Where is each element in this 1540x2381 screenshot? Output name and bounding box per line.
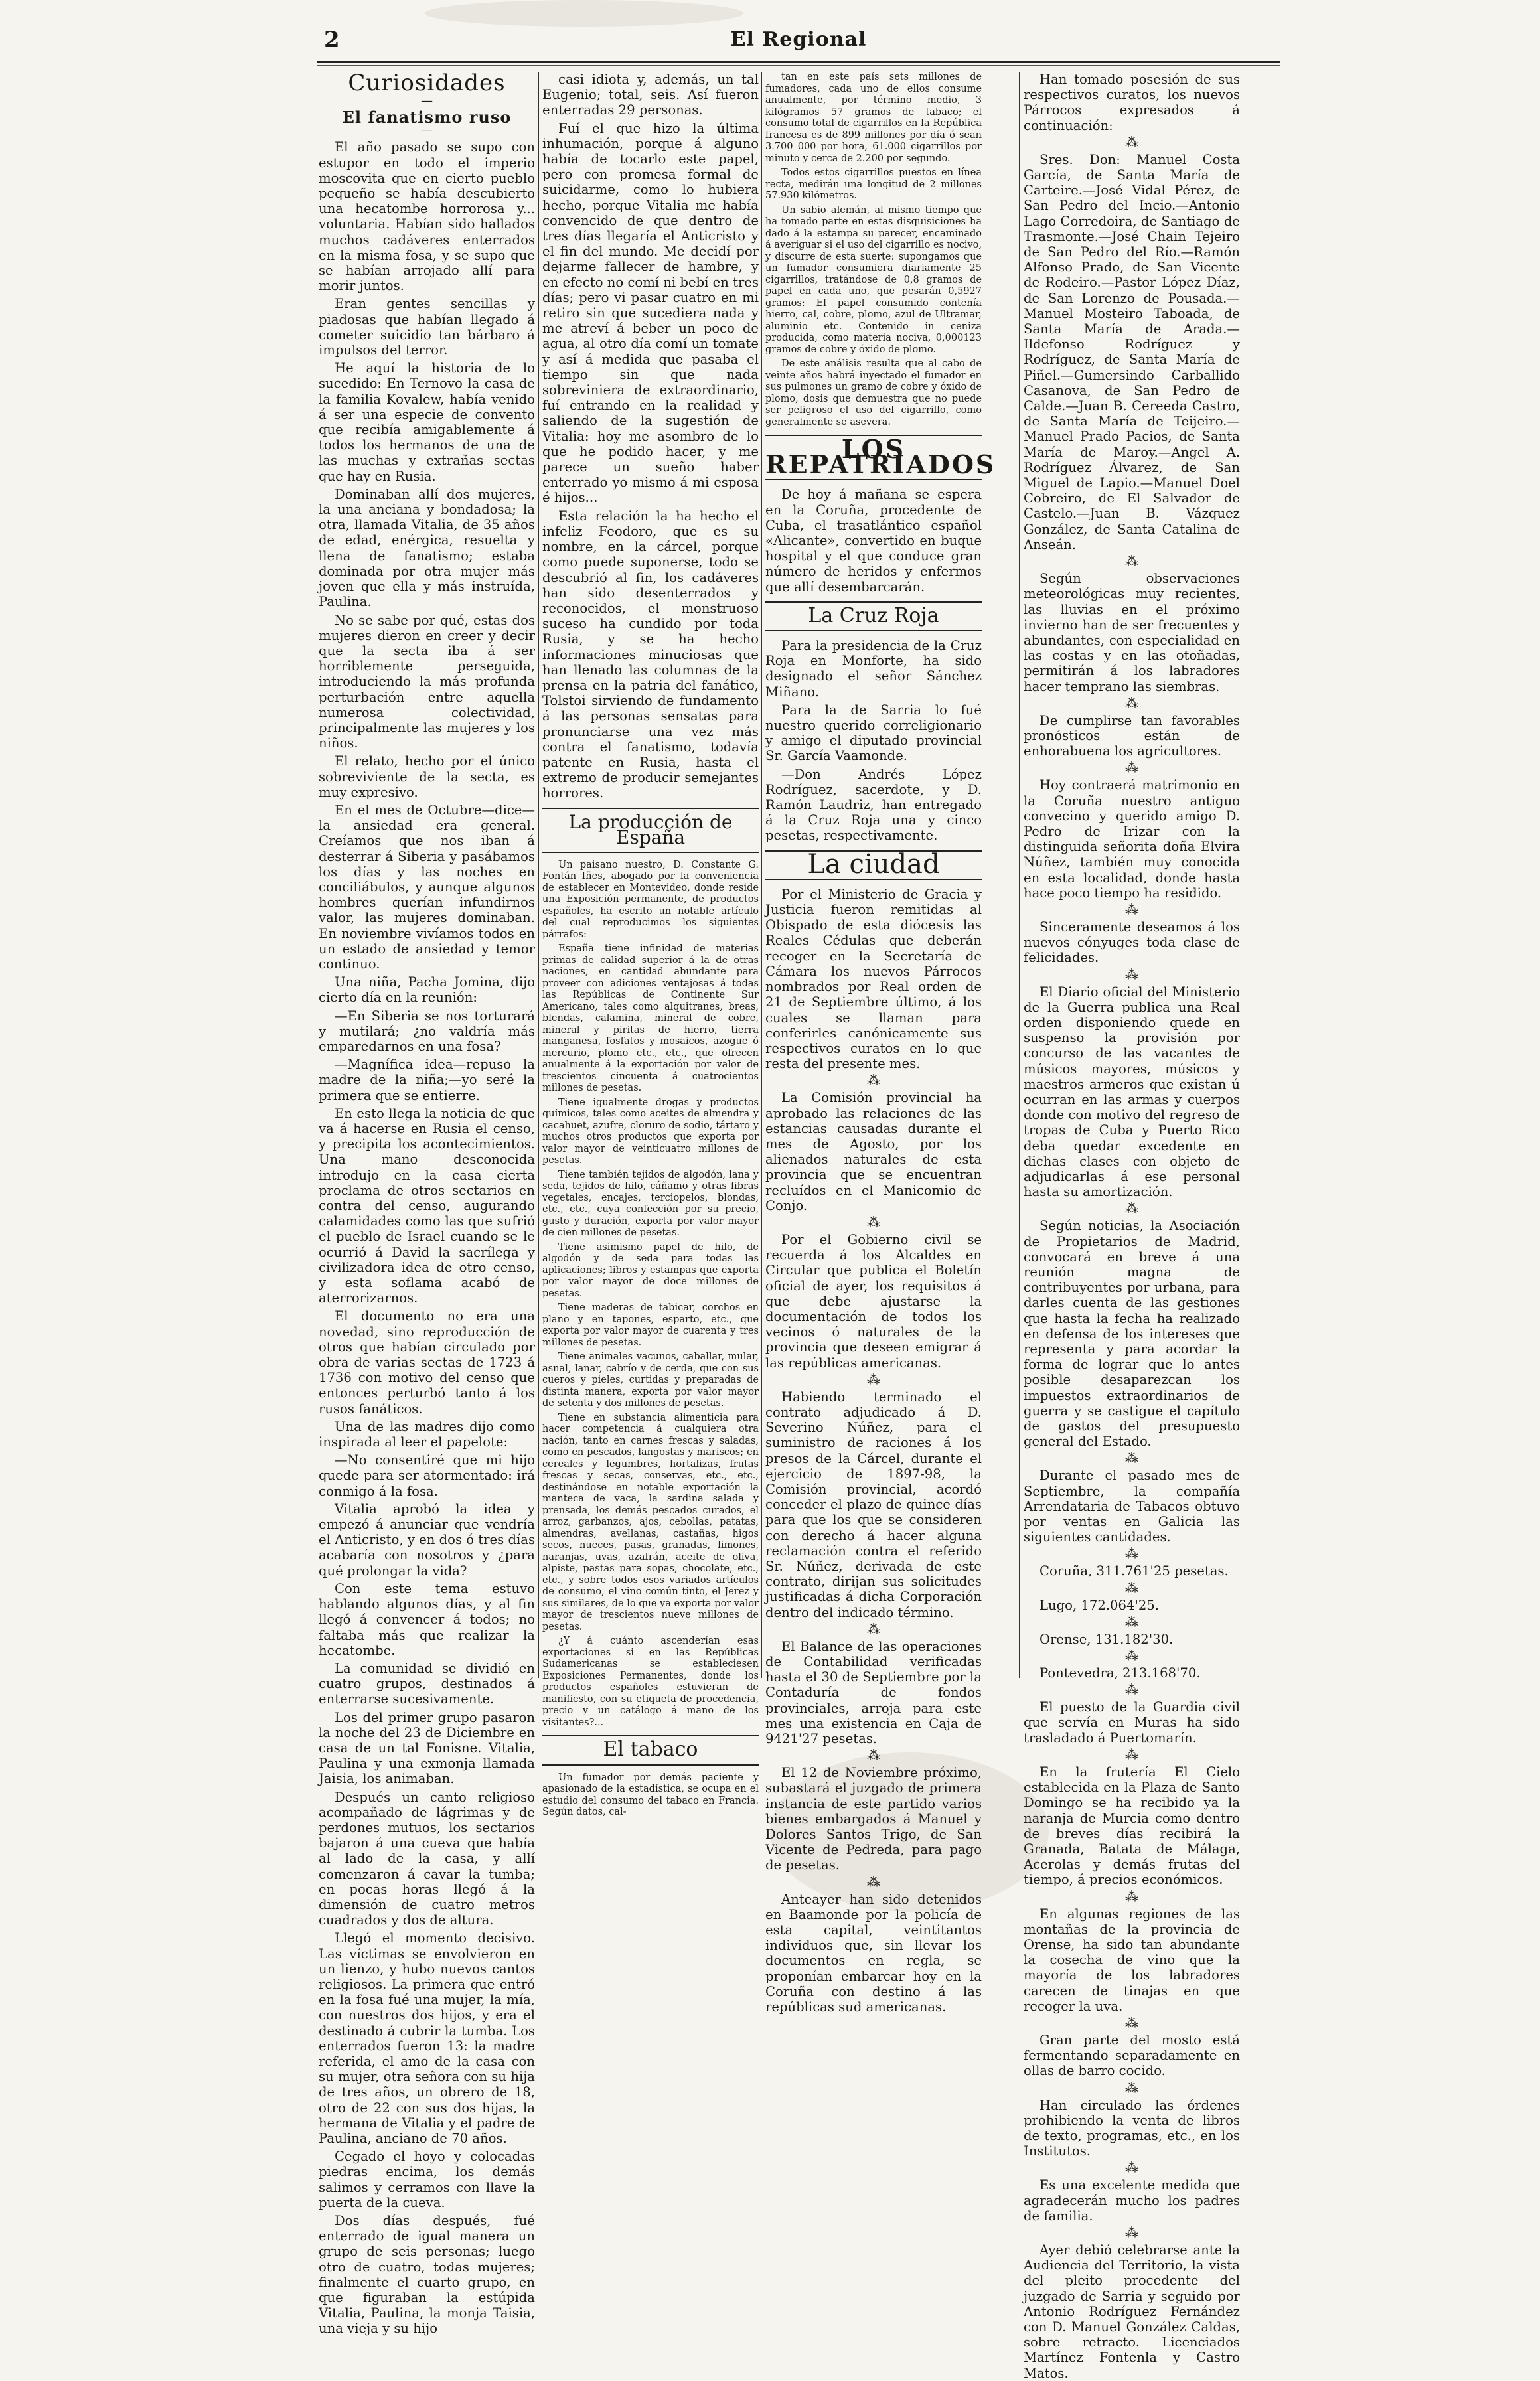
paragraph: Dos días después, fué enterrado de igual manera un grupo de seis personas; luego otro de cuatro, todas mujeres; finalmente el cuarto grupo, en que figuraban la estúpida Vitalia, Paulina, la monja Taisia, una vieja y su hijo xyxy=(319,2213,535,2337)
header-rule xyxy=(317,61,1280,63)
header-rule xyxy=(317,65,1280,66)
local-news xyxy=(1024,72,1240,2381)
section-title-curiosidades: Curiosidades xyxy=(348,70,506,96)
asterism-separator: ⁂ xyxy=(1125,2014,1138,2031)
column-4 xyxy=(1024,72,1240,2381)
section-header-box xyxy=(542,1735,759,1765)
paragraph: Un paisano nuestro, D. Constante G. Fontán Iñes, abogado por la conveniencia de establecer en Montevideo, donde reside una Exposición permanente, de productos españoles, ha escrito un notable artículo del cual reproducimos los siguientes párrafos: xyxy=(542,859,759,940)
paragraph: La Comisión provincial ha aprobado las relaciones de las estancias causadas durante el mes de Agosto, por los alienados naturales de esta provincia que se encuentran recluídos en el Manicomio de Conjo. xyxy=(765,1090,982,1213)
paragraph: Una niña, Pacha Jomina, dijo cierto día en la reunión: xyxy=(319,974,535,1006)
paragraph: —Don Andrés López Rodríguez, sacerdote, y D. Ramón Laudriz, han entregado á la Cruz Roja una y cinco pesetas, respectivamente. xyxy=(765,766,982,844)
asterism-separator: ⁂ xyxy=(1125,1545,1138,1562)
paragraph: El documento no era una novedad, sino reproducción de otros que habían circulado por obra de varias sectas de 1723 á 1736 con motivo del censo que entonces perturbó tanto á los rusos fanáticos. xyxy=(319,1308,535,1417)
paragraph: Una de las madres dijo como inspirada al leer el papelote: xyxy=(319,1419,535,1450)
paragraph: Un sabio alemán, al mismo tiempo que ha tomado parte en estas disquisiciones ha dado á la estampa su parecer, encaminado á averiguar si el uso del cigarrillo es nocivo, y discurre de esta suerte: supongamos que un fumador consumiera diariamente 25 cigarrillos, tratándose de 0,8 gramos de papel en cada uno, que pesarán 0,5927 gramos: El papel consumido contenía hierro, cal, cobre, plomo, azul de Ultramar, aluminio etc. Contenido in ceniza producida, como materia nociva, 0,000123 gramos de cobre y óxido de plomo. xyxy=(765,204,982,355)
paragraph: Para la de Sarria lo fué nuestro querido correligionario y amigo el diputado provincial Sr. García Vaamonde. xyxy=(765,702,982,764)
paragraph: No se sabe por qué, estas dos mujeres dieron en creer y decir que la secta iba á ser horriblemente perseguida, introduciendo la más profunda perturbación entre aquella numerosa colectividad, principalmente las mujeres y los niños. xyxy=(319,612,535,751)
asterism-separator: ⁂ xyxy=(867,1072,880,1089)
column-2 xyxy=(542,72,759,1818)
paragraph: La comunidad se dividió en cuatro grupos, destinados á enterrarse sucesivamente. xyxy=(319,1660,535,1707)
paragraph: Durante el pasado mes de Septiembre, la compañía Arrendataria de Tabacos obtuvo por ventas en Galicia las siguientes cantidades. xyxy=(1024,1468,1240,1545)
paragraph: En algunas regiones de las montañas de la provincia de Orense, ha sido tan abundante la cosecha de vino que la mayoría de los labradores carecen de tinajas en que recoger la uva. xyxy=(1024,1906,1240,2014)
section-title-repatriados: LOS REPATRIADOS xyxy=(765,434,996,480)
asterism-separator: ⁂ xyxy=(867,1620,880,1637)
paragraph: España tiene infinidad de materias primas de calidad superior á la de otras naciones, en cantidad abundante para proveer con adiciones ventajosas á todas las Repúblicas de Continente Sur Americano, tales como alquitranes, breas, blendas, calamina, mineral de cobre, mineral y piritas de hierro, tierra manganesa, fosfatos y mosaicos, azogue ó mercurio, plomo etc., etc., que ofrecen anualmente á la exportación por valor de trescientos cincuenta á cuatrocientos millones de pesetas. xyxy=(542,943,759,1094)
article-subtitle: El fanatismo ruso xyxy=(342,108,512,127)
paragraph: —Magnífica idea—repuso la madre de la niña;—yo seré la primera que se entierre. xyxy=(319,1057,535,1103)
paragraph: Sres. Don: Manuel Costa García, de Santa María de Carteire.—José Vidal Pérez, de San Pedro del Incio.—Antonio Lago Corredoira, de Santiago de Trasmonte.—José Chain Tejeiro de San Pedro del Río.—Ramón Alfonso Prado, de San Vicente de Rodeiro.—Pastor López Díaz, de San Lorenzo de Pousada.—Manuel Mosteiro Taboada, de Santa María de Arada.—Ildefonso Rodríguez y Rodríguez, de Santa María de Piñel.—Gumersindo Carballido Casanova, de San Pedro de Calde.—Juan B. Cereeda Castro, de Santa María de Teijeiro.—Manuel Prado Pacios, de Santa María de Maroy.—Angel A. Rodríguez Álvarez, de San Miguel de Lapio.—Manuel Doel Cobreiro, de El Salvador de Castelo.—Juan B. Vázquez González, de Santa Catalina de Anseán. xyxy=(1024,151,1240,552)
paper-stain xyxy=(425,0,743,27)
paragraph: Anteayer han sido detenidos en Baamonde por la policía de esta capital, veintitantos individuos que, sin llevar los documentos en regla, se proponían embarcar hoy en la Coruña con destino á las repúblicas sud americanas. xyxy=(765,1891,982,2015)
asterism-separator: ⁂ xyxy=(1125,966,1138,982)
paragraph: Tiene asimismo papel de hilo, de algodón y de seda para todas las aplicaciones; libros y estampas que exporta por valor mayor de doce millones de pesetas. xyxy=(542,1241,759,1299)
asterism-separator: ⁂ xyxy=(867,1747,880,1764)
paragraph: El 12 de Noviembre próximo, subastará el juzgado de primera instancia de este partido varios bienes embargados á Manuel y Dolores Santos Trigo, de San Vicente de Pedreda, para pago de pesetas. xyxy=(765,1765,982,1873)
section-header-box xyxy=(765,601,982,631)
paragraph: Hoy contraerá matrimonio en la Coruña nuestro antiguo convecino y querido amigo D. Pedro de Irizar con la distinguida señorita doña Elvira Núñez, también muy conocida en esta localidad, donde hasta hace poco tiempo ha residido. xyxy=(1024,777,1240,901)
paragraph: Después un canto religioso acompañado de lágrimas y de perdones mutuos, los sectarios bajaron á una cueva que había al lado de la casa, y allí comenzaron á cavar la tumba; en pocas horas llegó á la dimensión de cuatro metros cuadrados y dos de altura. xyxy=(319,1789,535,1928)
paragraph: Fuí el que hizo la última inhumación, porque á alguno había de tocarlo este papel, pero con promesa formal de suicidarme, como lo hubiera hecho, porque Vitalia me había convencido de que dentro de tres días llegaría el Anticristo y el fin del mundo. Me decidí por dejarme fallecer de hambre, y en efecto no comí ni bebí en tres días; pero vi pasar cuatro en mi retiro sin que sucediera nada y me atreví á beber un poco de agua, al otro día comí un tomate y así á medida que pasaba el tiempo sin que nada sobreviniera de extraordinario, fuí entrando en la realidad y saliendo de la sugestión de Vitalia: hoy me asombro de lo que he podido hacer, y me parece un sueño haber enterrado yo mismo á mi esposa é hijos... xyxy=(542,120,759,506)
paragraph: Por el Gobierno civil se recuerda á los Alcaldes en Circular que publica el Boletín oficial de ayer, los requisitos á que debe ajustarse la documentación de todos los vecinos ó naturales de la provincia que deseen emigrar á las repúblicas americanas. xyxy=(765,1231,982,1371)
section-header-box xyxy=(542,808,759,853)
column-3 xyxy=(765,72,996,2015)
asterism-separator: ⁂ xyxy=(1125,133,1138,150)
paragraph: Según noticias, la Asociación de Propietarios de Madrid, convocará en breve á una reunión magna de contribuyentes por urbana, para darles cuenta de las gestiones que hasta la fecha ha realizado en defensa de los intereses que representa y para acordar la forma de lograr que lo antes posible desaparezcan los impuestos extraordinarios de guerra y se castigue el capítulo de gastos del presupuesto general del Estado. xyxy=(1024,1218,1240,1450)
column-rule xyxy=(538,72,539,1678)
paragraph: He aquí la historia de lo sucedido: En Ternovo la casa de la familia Kovalew, había venido á ser una especie de convento que recibía amigablemente á todos los hermanos de una de las muchas y extrañas sectas que hay en Rusia. xyxy=(319,360,535,484)
article-la-ciudad xyxy=(765,887,982,2015)
column-1 xyxy=(319,70,535,2337)
asterism-separator: ⁂ xyxy=(867,1371,880,1387)
paragraph: Tiene igualmente drogas y productos químicos, tales como aceites de almendra y cacahuet, azufre, cloruro de sodio, tártaro y muchos otros productos que exporta por valor mayor de veinticuatro millones de pesetas. xyxy=(542,1097,759,1166)
asterism-separator: ⁂ xyxy=(867,1873,880,1890)
article-cruz-roja xyxy=(765,638,982,844)
paragraph: Habiendo terminado el contrato adjudicado á D. Severino Núñez, para el suministro de raciones á los presos de la Cárcel, durante el ejercicio de 1897-98, la Comisión provincial, acordó conceder el plazo de quince días para que los que se consideren con derecho á hacer alguna reclamación contra el referido Sr. Núñez, derivada de este contrato, dirijan sus solicitudes justificadas á dicha Corporación dentro del indicado término. xyxy=(765,1389,982,1620)
paragraph: tan en este país sets millones de fumadores, cada uno de ellos consume anualmente, por término medio, 3 kilógramos 57 gramos de tabaco; el consumo total de cigarrillos en la República francesa es de 899 millones por día ó sean 3.700 000 por hora, 61.000 cigarrillos por minuto y cerca de 2.200 por segundo. xyxy=(765,72,982,164)
paragraph: ¿Y á cuánto ascenderían esas exportaciones si en las Repúblicas Sudamericanas se estableciesen Exposiciones Permanentes, donde los productos españoles estuvieran de manifiesto, con su etiqueta de procedencia, precio y un catálogo á mano de los visitantes?... xyxy=(542,1636,759,1728)
paragraph: Es una excelente medida que agradecerán mucho los padres de familia. xyxy=(1024,2177,1240,2224)
asterism-separator: ⁂ xyxy=(1125,2159,1138,2176)
paragraph: El Balance de las operaciones de Contabilidad verificadas hasta el 30 de Septiembre por la Contaduría de fondos provinciales, arroja para este mes una existencia en Caja de 9421'27 pesetas. xyxy=(765,1638,982,1747)
asterism-separator: ⁂ xyxy=(1125,759,1138,776)
paragraph: Eran gentes sencillas y piadosas que habían llegado á cometer suicidio tan bárbaro á impulsos del terror. xyxy=(319,296,535,358)
asterism-separator: ⁂ xyxy=(1125,1200,1138,1217)
paragraph: Tiene también tejidos de algodón, lana y seda, tejidos de hilo, cáñamo y otras fibras vegetales, encajes, terciopelos, blondas, etc., etc., cuya confección por su precio, gusto y duración, exporta por valor mayor de cien millones de pesetas. xyxy=(542,1169,759,1239)
section-title-cruz-roja: La Cruz Roja xyxy=(808,603,939,627)
asterism-separator: ⁂ xyxy=(1125,694,1138,711)
paragraph: —No consentiré que mi hijo quede para ser atormentado: irá conmigo á la fosa. xyxy=(319,1452,535,1499)
paragraph: El puesto de la Guardia civil que servía en Muras ha sido trasladado á Puertomarín. xyxy=(1024,1699,1240,1746)
asterism-separator: ⁂ xyxy=(1125,553,1138,570)
paragraph: Por el Ministerio de Gracia y Justicia fueron remitidas al Obispado de esta diócesis las Reales Cédulas que deberán recoger en la Secretaría de Cámara los nuevos Párrocos nombrados por Real orden de 21 de Septiembre último, á los cuales se llaman para conferirles canónicamente sus respectivos curatos en lo que resta del presente mes. xyxy=(765,886,982,1072)
article-tabaco-continued xyxy=(765,72,982,428)
paragraph: Pontevedra, 213.168'70. xyxy=(1040,1665,1201,1681)
article-fanatismo-ruso-continued xyxy=(542,72,759,801)
title-dash: — xyxy=(421,94,433,108)
title-dash: — xyxy=(421,123,433,138)
paragraph: Un fumador por demás paciente y apasionado de la estadística, se ocupa en el estudio del consumo del tabaco en Francia. Según datos, cal- xyxy=(542,1772,759,1818)
paragraph: En esto llega la noticia de que va á hacerse en Rusia el censo, y precipita los acontecimientos. Una mano desconocida introdujo en la casa cierta proclama de otros sectarios en contra del censo, augurando calamidades como las que sufrió el pueblo de Israel cuando se le ocurrió á David la sacrílega y civilizadora idea de otro censo, y esta soflama acabó de aterrorizarnos. xyxy=(319,1105,535,1306)
asterism-separator: ⁂ xyxy=(1125,2224,1138,2240)
asterism-separator: ⁂ xyxy=(1125,1450,1138,1466)
paragraph: Cegado el hoyo y colocadas piedras encima, los demás salimos y cerramos con llave la puerta de la cueva. xyxy=(319,2149,535,2210)
paragraph: —En Siberia se nos torturará y mutilará; ¿no valdría más emparedarnos en una fosa? xyxy=(319,1008,535,1054)
paragraph: Dominaban allí dos mujeres, la una anciana y bondadosa; la otra, llamada Vitalia, de 35 años de edad, enérgica, resuelta y llena de fanatismo; estaba dominada por otra mujer más joven que ella y más instruída, Paulina. xyxy=(319,486,535,610)
asterism-separator: ⁂ xyxy=(1125,2079,1138,2096)
asterism-separator: ⁂ xyxy=(1125,1648,1138,1664)
paragraph: Gran parte del mosto está fermentando separadamente en ollas de barro cocido. xyxy=(1024,2032,1240,2079)
paragraph: Llegó el momento decisivo. Las víctimas se envolvieron en un lienzo, y hubo nuevos cantos religiosos. La primera que entró en la fosa fué una mujer, la mía, con nuestros dos hijos, y era el destinado á cubrir la tumba. Los enterrados fueron 13: la madre referida, el amo de la casa con su mujer, otra señora con su hija de tres años, un obrero de 18, otro de 22 con sus dos hijas, la hermana de Vitalia y el padre de Paulina, anciano de 70 años. xyxy=(319,1930,535,2146)
masthead: El Regional xyxy=(730,28,867,51)
column-rule xyxy=(761,72,762,1678)
asterism-separator: ⁂ xyxy=(1125,1579,1138,1596)
paragraph: Tiene en substancia alimenticia para hacer competencia á cualquiera otra nación, tanto en carnes frescas y saladas, como en pescados, langostas y mariscos; en cereales y legumbres, hortalizas, frutas frescas y secas, conservas, etc., etc., destinándose en notable exportación la manteca de vaca, la sardina salada y prensada, los demás pescados curados, el arroz, garbanzos, ajos, cebollas, patatas, almendras, avellanas, castañas, higos secos, nueces, pasas, granadas, limones, naranjas, uvas, azafrán, aceite de oliva, alpiste, pastas para sopas, chocolate, etc., etc., y sobre todos esos variados artículos de consumo, el vino común tinto, el Jerez y sus similares, de lo que ya exporta por valor mayor de trescientos nueve millones de pesetas. xyxy=(542,1412,759,1632)
paragraph: En el mes de Octubre—dice—la ansiedad era general. Creíamos que nos iban á desterrar á Siberia y pasábamos los días y las noches en conciliábulos, y aunque algunos hombres querían infundirnos valor, las mujeres dominaban. En noviembre vivíamos todos en un estado de ansiedad y temor continuo. xyxy=(319,802,535,972)
asterism-separator: ⁂ xyxy=(1125,1746,1138,1762)
asterism-separator: ⁂ xyxy=(1125,901,1138,917)
section-title-tabaco: El tabaco xyxy=(603,1738,698,1762)
paragraph: Lugo, 172.064'25. xyxy=(1040,1597,1159,1613)
paragraph: Para la presidencia de la Cruz Roja en Monforte, ha sido designado el señor Sánchez Miñano. xyxy=(765,638,982,700)
paragraph: Todos estos cigarrillos puestos en línea recta, medirán una longitud de 2 millones 57.930 kilómetros. xyxy=(765,167,982,201)
article-fanatismo-ruso xyxy=(319,139,535,2336)
paragraph: Tiene maderas de tabicar, corchos en plano y en tapones, esparto, etc., que exporta por valor mayor de cuarenta y tres millones de pesetas. xyxy=(542,1302,759,1348)
page-number: 2 xyxy=(324,27,340,53)
paragraph: El relato, hecho por el único sobreviviente de la secta, es muy expresivo. xyxy=(319,753,535,800)
paragraph: Orense, 131.182'30. xyxy=(1040,1631,1174,1647)
paragraph: Han circulado las órdenes prohibiendo la venta de libros de texto, programas, etc., en los Institutos. xyxy=(1024,2097,1240,2159)
paragraph: Ayer debió celebrarse ante la Audiencia del Territorio, la vista del pleito procedente del juzgado de Sarria y seguido por Antonio Rodríguez Fernández con D. Manuel González Caldas, sobre retracto. Licenciados Martínez Fontenla y Castro Matos. xyxy=(1024,2242,1240,2381)
asterism-separator: ⁂ xyxy=(1125,1681,1138,1698)
section-title-produccion: La producción de España xyxy=(568,810,733,848)
article-produccion-espana xyxy=(542,860,759,1729)
paragraph: Sinceramente deseamos á los nuevos cónyuges toda clase de felicidades. xyxy=(1024,919,1240,966)
asterism-separator: ⁂ xyxy=(867,1213,880,1230)
article-repatriados xyxy=(765,487,982,594)
paragraph: De hoy á mañana se espera en la Coruña, procedente de Cuba, el trasatlántico español «Alicante», convertido en buque hospital y el que conduce gran número de heridos y enfermos que allí desembarcarán. xyxy=(765,487,982,595)
asterism-separator: ⁂ xyxy=(1125,1613,1138,1630)
paragraph: casi idiota y, además, un tal Eugenio; total, seis. Así fueron enterradas 29 personas. xyxy=(542,72,759,118)
paragraph: Han tomado posesión de sus respectivos curatos, los nuevos Párrocos expresados á continuación: xyxy=(1024,72,1240,133)
paragraph: Coruña, 311.761'25 pesetas. xyxy=(1040,1563,1229,1579)
paragraph: Los del primer grupo pasaron la noche del 23 de Diciembre en casa de un tal Fonisne. Vitalia, Paulina y una exmonja llamada Jaisia, los animaban. xyxy=(319,1709,535,1787)
column-rule xyxy=(1019,72,1020,1678)
paragraph: Esta relación la ha hecho el infeliz Feodoro, que es su nombre, en la cárcel, porque como puede suponerse, todo se descubrió al fin, los cadáveres han sido desenterrados y reconocidos, el monstruoso suceso ha cundido por toda Rusia, y se ha hecho informaciones minuciosas que han llenado las columnas de la prensa en la patria del fanático, Tolstoi sirviendo de fundamento á las personas sensatas para pronunciarse una vez más contra el fanatismo, todavía patente en Rusia, hasta el extremo de producir semejantes horrores. xyxy=(542,508,759,801)
paragraph: El Diario oficial del Ministerio de la Guerra publica una Real orden disponiendo quede en suspenso la provisión por concurso de las vacantes de músicos mayores, músicos y maestros armeros que existan ú ocurran en las armas y cuerpos donde con motivo del regreso de tropas de Cuba y Puerto Rico deba quedar excedente en dichas clases con objeto de adjudicarlas á ese personal hasta su amortización. xyxy=(1024,984,1240,1200)
section-header-box xyxy=(765,434,996,480)
paragraph: Tiene animales vacunos, caballar, mular, asnal, lanar, cabrío y de cerda, que con sus cueros y pieles, curtidas y preparadas de distinta manera, exporta por valor mayor de setenta y dos millones de pesetas. xyxy=(542,1351,759,1409)
section-header-box xyxy=(765,850,982,880)
paragraph: Según observaciones meteorológicas muy recientes, las lluvias en el próximo invierno han de ser frecuentes y abundantes, con especialidad en las costas y en las otoñadas, permitirán á los labradores hacer temprano las siembras. xyxy=(1024,571,1240,694)
paragraph: El año pasado se supo con estupor en todo el imperio moscovita que en cierto pueblo pequeño se había descubierto una hecatombe horrorosa y... voluntaria. Habían sido hallados muchos cadáveres enterrados en la misma fosa, y se supo que se habían arrojado allí para morir juntos. xyxy=(319,139,535,294)
paragraph: Con este tema estuvo hablando algunos días, y al fin llegó á convencer á todos; no faltaba más que realizar la hecatombe. xyxy=(319,1580,535,1658)
paragraph: De este análisis resulta que al cabo de veinte años habrá inyectado el fumador en sus pulmones un gramo de cobre y óxido de plomo, dosis que demuestra que no puede ser peligroso el uso del cigarrillo, como generalmente se asevera. xyxy=(765,358,982,427)
asterism-separator: ⁂ xyxy=(1125,1888,1138,1904)
page-header xyxy=(317,25,1280,56)
paragraph: Vitalia aprobó la idea y empezó á anunciar que vendría el Anticristo, y en dos ó tres días acabaría con nosotros y ¿para qué prolongar la vida? xyxy=(319,1501,535,1578)
article-tabaco xyxy=(542,1772,759,1819)
paragraph: En la frutería El Cielo establecida en la Plaza de Santo Domingo se ha recibido ya la naranja de Murcia como dentro de breves días recibirá la Granada, Batata de Málaga, Acerolas y demás frutas del tiempo, á precios económicos. xyxy=(1024,1764,1240,1888)
section-title-la-ciudad: La ciudad xyxy=(807,848,940,880)
paragraph: De cumplirse tan favorables pronósticos están de enhorabuena los agricultores. xyxy=(1024,712,1240,759)
